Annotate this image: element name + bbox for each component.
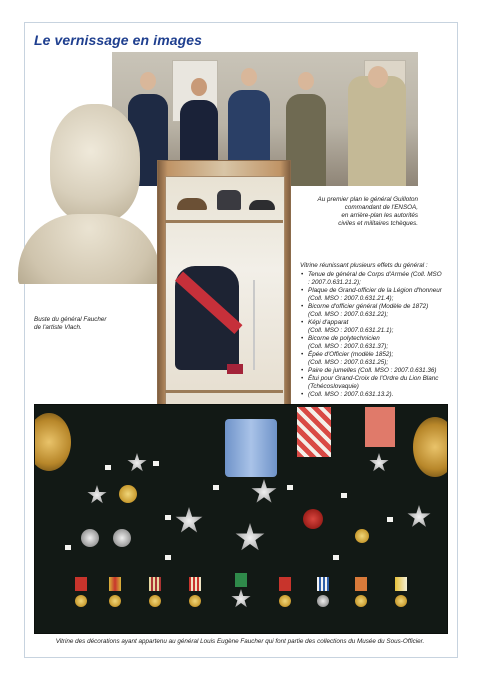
caption-line: en arrière-plan les autorités xyxy=(341,212,418,219)
order-star xyxy=(369,453,389,473)
medal xyxy=(317,595,329,607)
order-star xyxy=(175,507,203,535)
medal-ribbon xyxy=(235,573,247,587)
medal-ribbon xyxy=(75,577,87,591)
inventory-tag xyxy=(165,515,171,520)
item-label: Bicorne de polytechnicien xyxy=(308,335,380,342)
order-star xyxy=(235,523,265,553)
order-star xyxy=(87,485,107,505)
medal xyxy=(303,509,323,529)
list-item xyxy=(300,287,450,303)
list-item xyxy=(300,375,450,391)
medal xyxy=(279,595,291,607)
caption-top-photo xyxy=(300,196,418,228)
inventory-tag xyxy=(165,555,171,560)
inventory-tag xyxy=(65,545,71,550)
red-ribbon-sash xyxy=(365,407,395,447)
list-item xyxy=(300,335,450,351)
caption-line: Au premier plan le général Guilloton xyxy=(317,196,418,203)
item-ref: (Coll. MSO : 2007.0.631.25); xyxy=(308,359,389,366)
medal xyxy=(149,595,161,607)
caption-line: commandant de l'ENSOA, xyxy=(344,204,418,211)
item-label: Paire de jumelles (Coll. MSO : 2007.0.631.36) xyxy=(308,367,437,374)
person-head xyxy=(298,72,314,90)
item-ref: (Tchécoslovaquie) xyxy=(308,383,359,390)
order-star xyxy=(251,479,277,505)
medal-ribbon xyxy=(317,577,329,591)
inventory-tag xyxy=(153,461,159,466)
inventory-tag xyxy=(341,493,347,498)
item-ref: (Coll. MSO : 2007.0.631.37); xyxy=(308,343,389,350)
display-cabinet xyxy=(157,160,291,422)
caption-line: Buste du général Faucher xyxy=(34,316,107,323)
sword xyxy=(253,280,255,370)
blue-sash xyxy=(225,419,277,477)
list-item xyxy=(300,351,450,367)
decorations-photo xyxy=(34,404,448,634)
vitrine-intro: Vitrine réunissant plusieurs effets du général : xyxy=(300,262,428,269)
person-head xyxy=(241,68,257,86)
item-ref: (Coll. MSO : 2007.0.631.21.1); xyxy=(308,327,394,334)
person-figure xyxy=(286,94,326,186)
bust-sculpture xyxy=(18,104,160,284)
medal-ribbon xyxy=(355,577,367,591)
item-ref: (Coll. MSO : 2007.0.631.22); xyxy=(308,311,389,318)
caption-line: de l'artiste Vlach. xyxy=(34,324,82,331)
medal xyxy=(355,529,369,543)
epaulette-right xyxy=(413,417,448,477)
epaulette-left xyxy=(34,413,71,471)
item-ref: : 2007.0.631.21.2); xyxy=(308,279,361,286)
item-label: Épée d'Officier (modèle 1852); xyxy=(308,351,394,358)
caption-bust xyxy=(34,316,144,332)
red-case xyxy=(227,364,243,374)
medal xyxy=(75,595,87,607)
page-title: Le vernissage en images xyxy=(34,32,203,48)
bicorne-hat xyxy=(177,198,207,210)
cabinet-base xyxy=(165,390,283,393)
medal xyxy=(113,529,131,547)
person-head xyxy=(140,72,156,90)
general-figure xyxy=(348,76,406,186)
medal-ribbon xyxy=(395,577,407,591)
general-head xyxy=(368,66,388,88)
polytechnicien-bicorne xyxy=(249,200,275,210)
list-item xyxy=(300,367,450,375)
vitrine-item-list xyxy=(300,271,450,399)
order-star xyxy=(231,589,251,609)
inventory-tag xyxy=(387,517,393,522)
inventory-tag xyxy=(287,485,293,490)
medal xyxy=(395,595,407,607)
kepi-hat xyxy=(217,190,241,210)
medal-ribbon xyxy=(149,577,161,591)
order-star xyxy=(127,453,147,473)
list-item-continuation xyxy=(300,391,450,399)
bust-head xyxy=(50,104,140,222)
item-ref: • (Coll. MSO : 2007.0.631.13.2). xyxy=(308,391,394,398)
caption-line: civiles et militaires tchèques. xyxy=(338,220,418,227)
item-label: Plaque de Grand-officier de la Légion d'honneur xyxy=(308,287,442,294)
item-label: Étui pour Grand-Croix de l'Ordre du Lion Blanc xyxy=(308,375,439,382)
inventory-tag xyxy=(333,555,339,560)
item-label: Tenue de général de Corps d'Armée (Coll. MSO xyxy=(308,271,442,278)
list-item xyxy=(300,303,450,319)
medal-ribbon xyxy=(109,577,121,591)
list-item xyxy=(300,319,450,335)
bust-shoulders xyxy=(18,214,160,284)
medal-ribbon xyxy=(279,577,291,591)
inventory-tag xyxy=(213,485,219,490)
person-head xyxy=(191,78,207,96)
item-label: Képi d'apparat xyxy=(308,319,349,326)
medal xyxy=(81,529,99,547)
medal xyxy=(355,595,367,607)
item-label: Bicorne d'officier général (Modèle de 1872) xyxy=(308,303,429,310)
medal xyxy=(119,485,137,503)
cabinet-shelf xyxy=(165,220,283,223)
medal xyxy=(189,595,201,607)
caption-decorations: Vitrine des décorations ayant appartenu au général Louis Eugène Faucher qui font partie des collections du Musée du Sous-Officier. xyxy=(55,638,425,645)
inventory-tag xyxy=(105,465,111,470)
list-item xyxy=(300,271,450,287)
medal xyxy=(109,595,121,607)
medal-ribbon xyxy=(189,577,201,591)
order-star xyxy=(407,505,431,529)
striped-sash xyxy=(297,407,331,457)
item-ref: (Coll. MSO : 2007.0.631.21.4); xyxy=(308,295,394,302)
